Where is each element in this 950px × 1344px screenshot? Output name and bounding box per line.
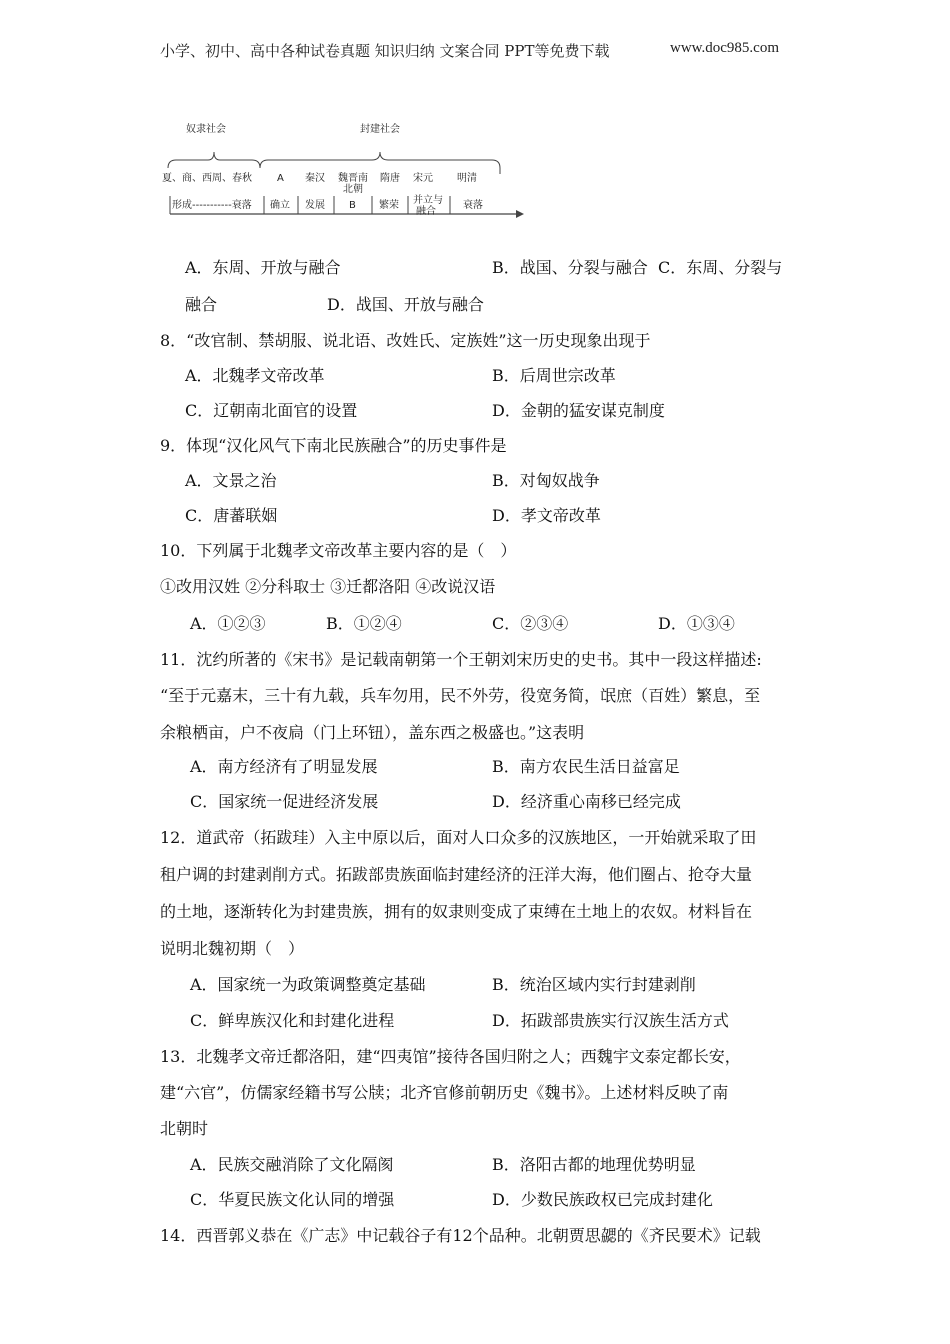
q11-option-a: A．南方经济有了明显发展 <box>190 757 378 776</box>
period-label: 魏晋南 <box>338 173 368 184</box>
q9-stem: 9．体现“汉化风气下南北民族融合”的历史事件是 <box>160 436 507 455</box>
q12-option-d: D．拓跋部贵族实行汉族生活方式 <box>492 1011 729 1030</box>
q13-option-a: A．民族交融消除了文化隔阂 <box>190 1155 394 1174</box>
q10-items: ①改用汉姓 ②分科取士 ③迁都洛阳 ④改说汉语 <box>160 577 496 596</box>
stage-label: 融合 <box>416 206 436 217</box>
q8-option-b: B．后周世宗改革 <box>492 366 616 385</box>
q11-line: 11．沈约所著的《宋书》是记载南朝第一个王朝刘宋历史的史书。其中一段这样描述: <box>160 650 762 669</box>
q7-option-a: A．东周、开放与融合 <box>185 258 341 277</box>
q12-option-b: B．统治区域内实行封建剥削 <box>492 975 696 994</box>
q13-line: 北朝时 <box>160 1119 209 1138</box>
q12-line: 租户调的封建剥削方式。拓跋部贵族面临封建经济的汪洋大海，他们圈占、抢夺大量 <box>160 865 753 884</box>
q9-option-c: C．唐蕃联姻 <box>185 506 278 525</box>
period-label: A <box>277 173 284 184</box>
header-text: 小学、初中、高中各种试卷真题 知识归纳 文案合同 PPT等免费下载 <box>160 42 610 60</box>
q12-line: 的土地，逐渐转化为封建贵族，拥有的奴隶则变成了束缚在土地上的农奴。材料旨在 <box>160 902 753 921</box>
q9-option-a: A．文景之治 <box>185 471 277 490</box>
q8-stem: 8．“改官制、禁胡服、说北语、改姓氏、定族姓”这一历史现象出现于 <box>160 331 651 350</box>
period-label: 秦汉 <box>305 173 325 184</box>
stage-label: 确立 <box>270 200 290 211</box>
stage-label: 繁荣 <box>379 200 399 211</box>
q13-option-b: B．洛阳古都的地理优势明显 <box>492 1155 696 1174</box>
page-header <box>160 40 790 61</box>
q9-option-d: D．孝文帝改革 <box>492 506 601 525</box>
q7-option-b: B．战国、分裂与融合 <box>492 258 648 277</box>
q14-line: 14．西晋郭义恭在《广志》中记载谷子有12个品种。北朝贾思勰的《齐民要术》记载 <box>160 1226 761 1245</box>
q7-option-c-cont: 融合 <box>185 295 218 314</box>
period-label: 宋元 <box>413 173 433 184</box>
stage-label: 衰落 <box>463 200 483 211</box>
header-site: www.doc985.com <box>670 40 780 56</box>
q11-line: 余粮栖亩，户不夜扃（门上环钮），盖东西之极盛也。”这表明 <box>160 723 585 742</box>
stage-label: B <box>349 200 356 211</box>
q12-option-c: C．鲜卑族汉化和封建化进程 <box>190 1011 395 1030</box>
q13-line: 建“六官”，仿儒家经籍书写公牍；北齐官修前朝历史《魏书》。上述材料反映了南 <box>160 1083 729 1102</box>
timeline-diagram <box>160 118 530 228</box>
q9-option-b: B．对匈奴战争 <box>492 471 600 490</box>
q8-option-a: A．北魏孝文帝改革 <box>185 366 325 385</box>
q10-option-a: A．①②③ <box>190 614 266 633</box>
q13-option-c: C．华夏民族文化认同的增强 <box>190 1190 395 1209</box>
q12-option-a: A．国家统一为政策调整奠定基础 <box>190 975 426 994</box>
q10-option-c: C．②③④ <box>492 614 569 633</box>
q12-line: 12．道武帝（拓跋珪）入主中原以后，面对人口众多的汉族地区，一开始就采取了田 <box>160 828 757 847</box>
feudal-label: 封建社会 <box>360 124 400 135</box>
q11-line: “至于元嘉末，三十有九载，兵车勿用，民不外劳，役宽务简，氓庶（百姓）繁息，至 <box>160 686 761 705</box>
q7-option-c: C．东周、分裂与 <box>658 258 783 277</box>
q8-option-d: D．金朝的猛安谋克制度 <box>492 401 665 420</box>
period-label: 隋唐 <box>380 173 400 184</box>
q11-option-c: C．国家统一促进经济发展 <box>190 792 379 811</box>
q10-option-d: D．①③④ <box>658 614 735 633</box>
stage-label: 形成-----------衰落 <box>172 200 252 211</box>
stage-label: 并立与 <box>413 195 443 206</box>
q7-option-d: D．战国、开放与融合 <box>327 295 484 314</box>
q10-option-b: B．①②④ <box>326 614 402 633</box>
q12-line: 说明北魏初期（ ） <box>160 939 305 958</box>
period-label: 北朝 <box>343 184 363 195</box>
q11-option-d: D．经济重心南移已经完成 <box>492 792 681 811</box>
q8-option-c: C．辽朝南北面官的设置 <box>185 401 358 420</box>
q11-option-b: B．南方农民生活日益富足 <box>492 757 680 776</box>
period-label: 夏、商、西周、春秋 <box>162 173 252 184</box>
period-label: 明清 <box>457 173 477 184</box>
q13-option-d: D．少数民族政权已完成封建化 <box>492 1190 713 1209</box>
slavery-label: 奴隶社会 <box>186 124 226 135</box>
q13-line: 13．北魏孝文帝迁都洛阳，建“四夷馆”接待各国归附之人；西魏宇文泰定都长安， <box>160 1047 741 1066</box>
stage-label: 发展 <box>305 200 325 211</box>
q10-stem: 10．下列属于北魏孝文帝改革主要内容的是（ ） <box>160 541 517 560</box>
